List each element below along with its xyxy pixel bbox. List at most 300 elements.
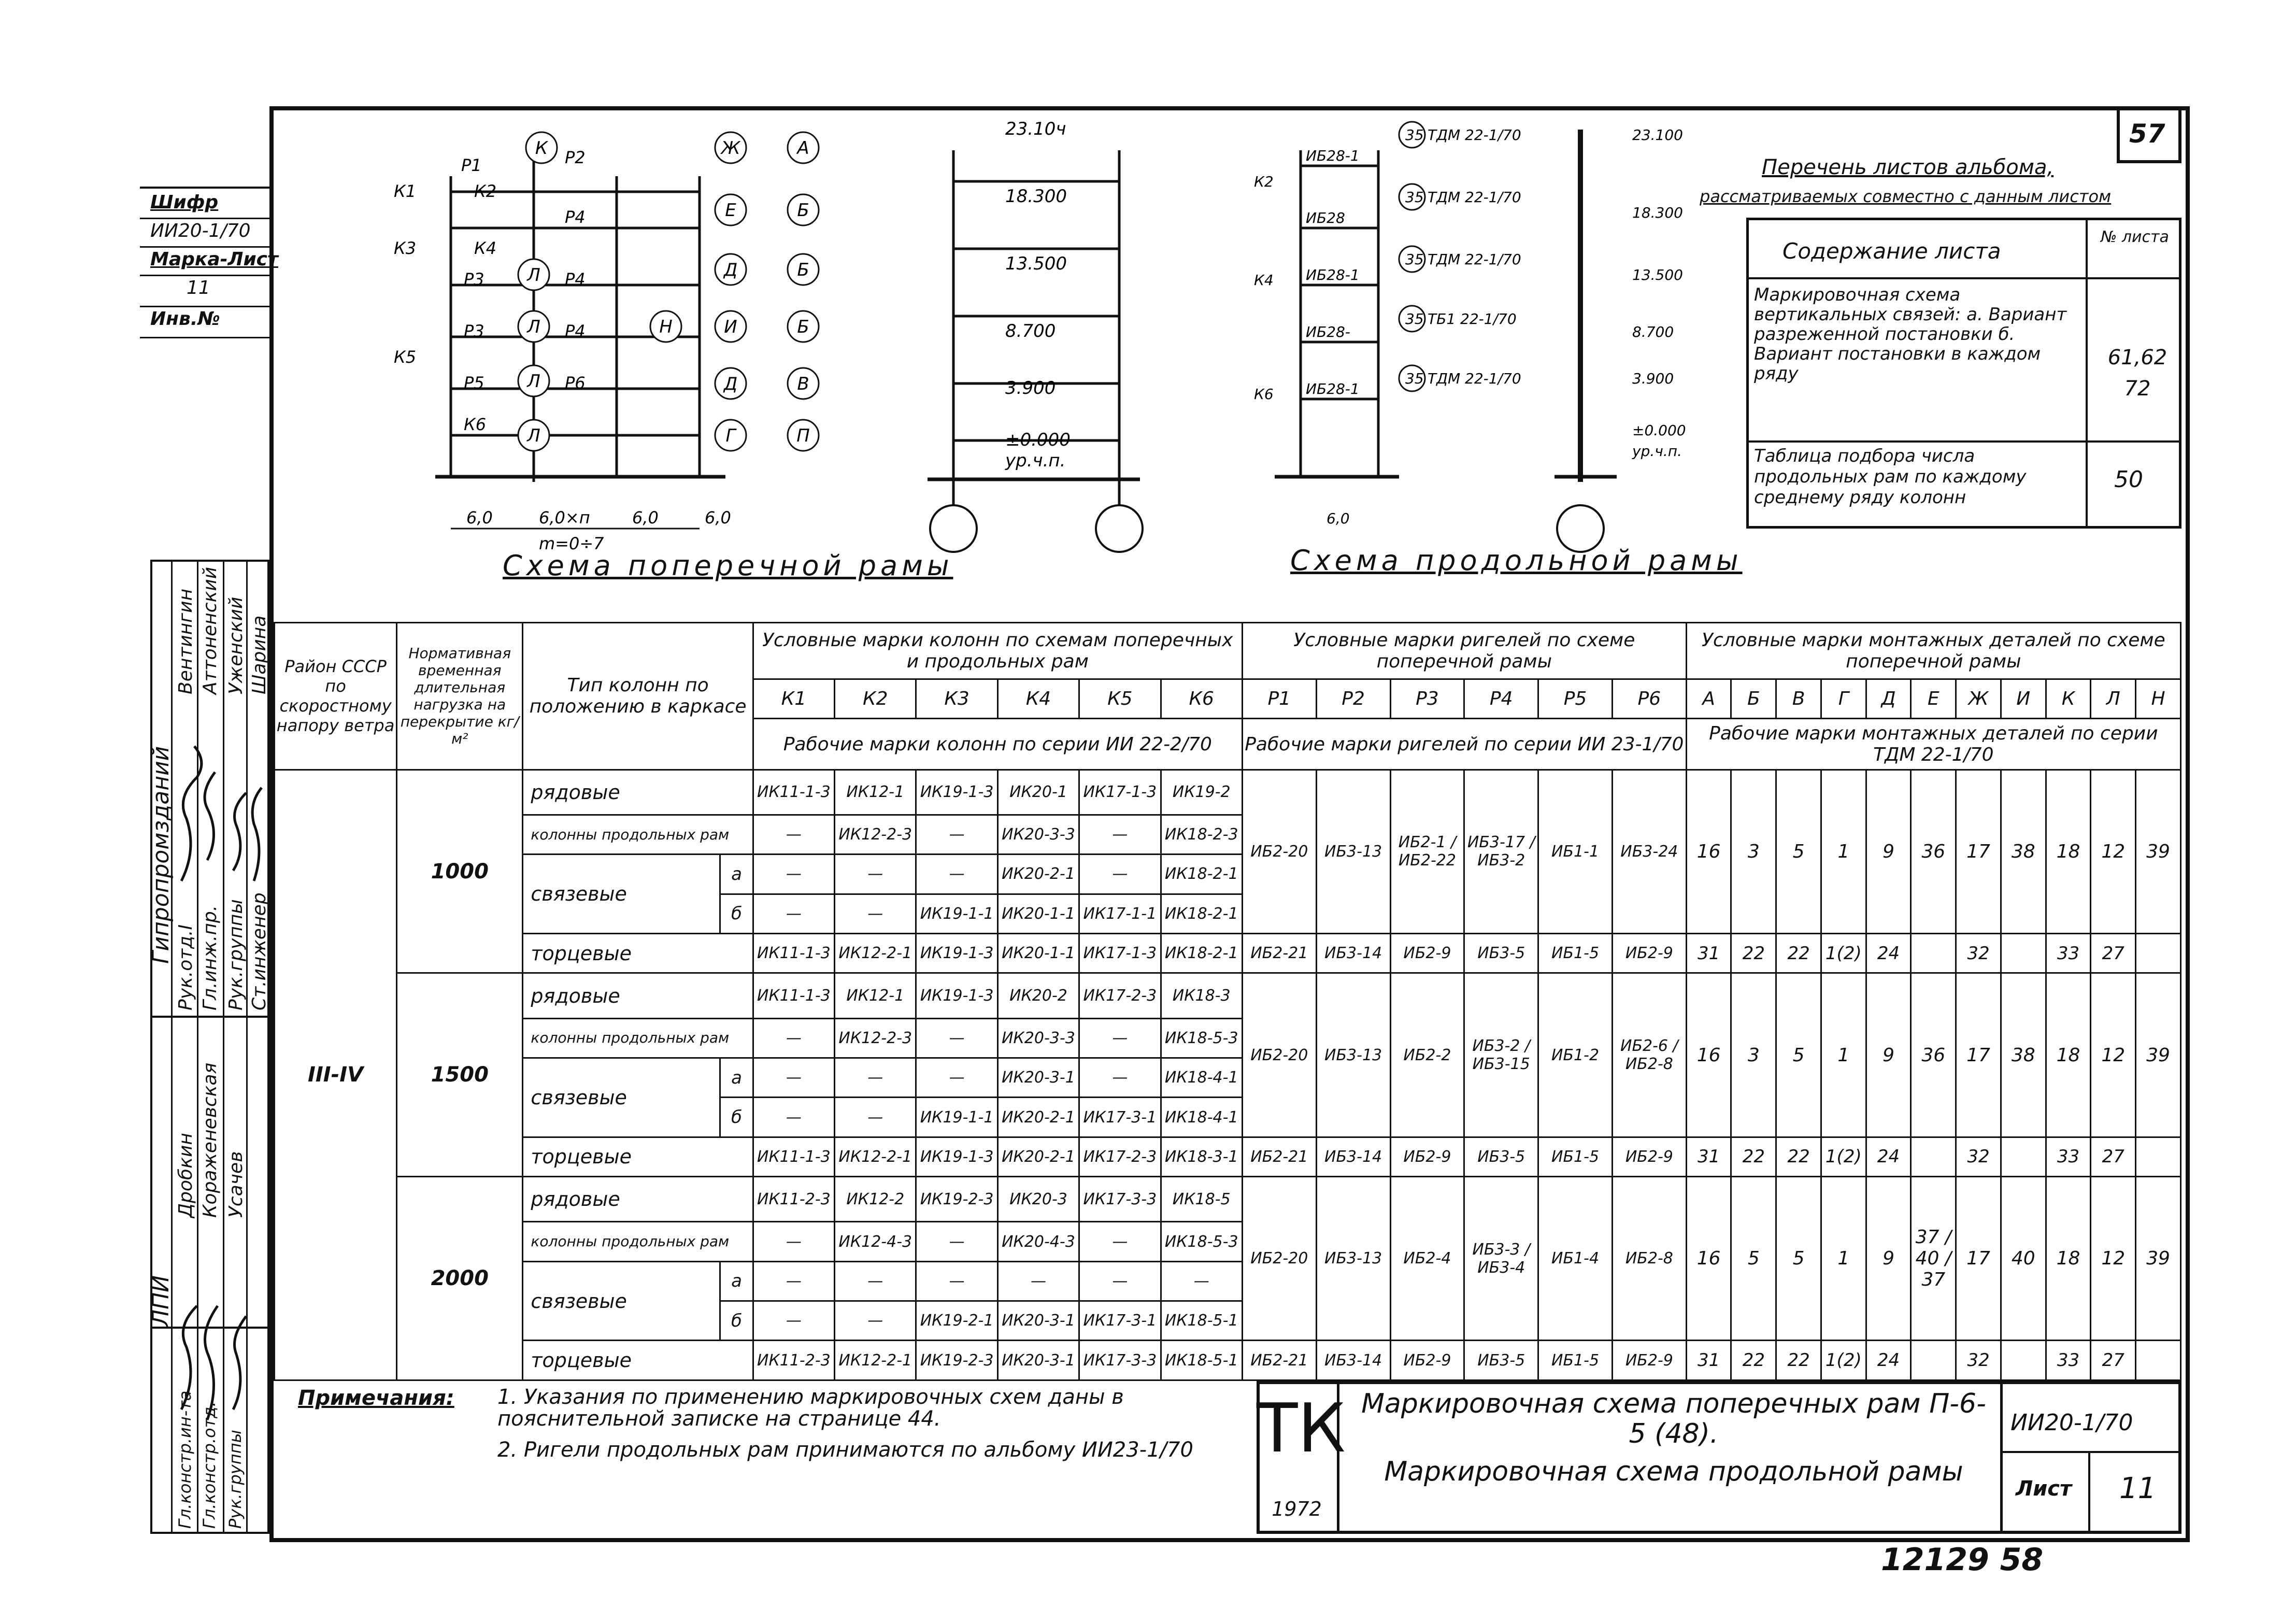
sheet-list-row1-text: Маркировочная схема вертикальных связей: а. Вариант разреженной постановки б. Вариант постановки в каждом ряду	[1754, 284, 2067, 384]
sheet-list-col-content: Содержание листа	[1782, 238, 2001, 264]
column-mark-cell: —	[997, 1261, 1079, 1301]
column-mark-cell: ИК18-2-1	[1161, 894, 1242, 933]
rigel-mark-cell: ИБ2-9	[1390, 934, 1464, 973]
name-1: Вентингин	[175, 588, 196, 694]
rigel-mark-cell: ИБ2-21	[1242, 1137, 1316, 1176]
rigel-mark-cell: ИБ3-5	[1464, 934, 1538, 973]
rigel-mark-cell: ИБ3-13	[1316, 973, 1390, 1137]
elev-3: 13.500	[1005, 253, 1067, 274]
long-beam-5: ИБ28-1	[1306, 380, 1360, 397]
role-1: Рук.отд.I	[175, 924, 196, 1010]
rigel-mark-cell: ИБ1-1	[1538, 770, 1613, 933]
column-mark-cell: —	[753, 1018, 834, 1058]
detail-mark-cell	[1911, 1341, 1956, 1380]
column-mark-cell: ИК12-2-1	[835, 934, 916, 973]
rigel-mark-cell: ИБ1-2	[1538, 973, 1613, 1137]
type-cell: колонны продольных рам	[523, 815, 753, 854]
column-mark-cell: ИК12-4-3	[835, 1222, 916, 1261]
column-mark-cell: ИК11-1-3	[753, 934, 834, 973]
column-mark-cell: ИК19-2-1	[916, 1301, 997, 1341]
column-mark-cell: —	[916, 815, 997, 854]
column-mark-cell: ИК19-1-3	[916, 1137, 997, 1176]
detail-mark-cell	[2136, 1341, 2181, 1380]
column-mark-cell: ИК17-3-3	[1079, 1177, 1161, 1222]
circle-g: Г	[725, 425, 736, 446]
elev-4: 8.700	[1005, 321, 1056, 341]
column-mark-cell: ИК12-1	[835, 770, 916, 815]
table-row	[275, 1341, 2181, 1380]
circle-v: В	[797, 374, 809, 394]
hdr-det-group: Условные марки монтажных деталей по схеме поперечной рамы	[1686, 623, 2180, 679]
type-cell: торцевые	[523, 1137, 753, 1176]
type-cell: рядовые	[523, 770, 753, 815]
callout-num-1: 35	[1405, 126, 1424, 144]
column-mark-cell: —	[835, 1058, 916, 1098]
type-cell: рядовые	[523, 1177, 753, 1222]
rigel-mark-cell: ИБ2-20	[1242, 973, 1316, 1137]
rigel-mark-cell: ИБ1-4	[1538, 1177, 1613, 1341]
hdr-k2: К2	[835, 679, 916, 719]
rigel-mark-cell: ИБ2-9	[1612, 1137, 1686, 1176]
rigel-mark-cell: ИБ2-9	[1390, 1341, 1464, 1380]
hdr-det-v: В	[1776, 679, 1821, 719]
long-beam-2: ИБ28	[1306, 209, 1345, 226]
signatures-image	[171, 570, 269, 1529]
column-mark-cell: ИК19-2-3	[916, 1341, 997, 1380]
beam-r4b: Р4	[565, 269, 586, 289]
detail-mark-cell: 5	[1731, 1177, 1776, 1341]
rigel-mark-cell: ИБ3-5	[1464, 1137, 1538, 1176]
detail-mark-cell: 1(2)	[1821, 934, 1866, 973]
column-mark-cell: —	[753, 815, 834, 854]
column-mark-cell: ИК17-1-3	[1079, 934, 1161, 973]
column-mark-cell: ИК20-2-1	[997, 1098, 1079, 1137]
rigel-mark-cell: ИБ1-5	[1538, 934, 1613, 973]
rigel-mark-cell: ИБ2-21	[1242, 934, 1316, 973]
column-mark-cell: —	[835, 855, 916, 894]
org-bottom: ЛПИ	[148, 1275, 174, 1327]
long-elev-7: ур.ч.п.	[1632, 443, 1682, 460]
column-mark-cell: ИК17-2-3	[1079, 1137, 1161, 1176]
detail-mark-cell: 1	[1821, 770, 1866, 933]
column-mark-cell: —	[1079, 1018, 1161, 1058]
column-mark-cell: ИК19-1-3	[916, 934, 997, 973]
sheet-list-col-num: № листа	[2101, 228, 2169, 246]
column-mark-cell: ИК20-3-3	[997, 1018, 1079, 1058]
column-mark-cell: —	[753, 1098, 834, 1137]
callout-mark-2: ТДМ 22-1/70	[1428, 189, 1521, 206]
column-mark-cell: —	[916, 855, 997, 894]
dim-1: 6,0	[466, 508, 493, 528]
column-mark-cell: ИК20-3-1	[997, 1301, 1079, 1341]
beam-k4: К4	[474, 238, 497, 258]
column-mark-cell: —	[753, 894, 834, 933]
long-beam-3: ИБ28-1	[1306, 266, 1360, 283]
rigel-mark-cell: ИБ1-5	[1538, 1341, 1613, 1380]
rigel-mark-cell: ИБ2-4	[1390, 1177, 1464, 1341]
detail-mark-cell: 27	[2091, 1137, 2136, 1176]
column-mark-cell: —	[1079, 815, 1161, 854]
rigel-mark-cell: ИБ3-3 / ИБ3-4	[1464, 1177, 1538, 1341]
circle-a: А	[797, 138, 809, 159]
circle-l2: Л	[527, 317, 540, 337]
detail-mark-cell: 32	[1956, 1137, 2001, 1176]
elev-2: 18.300	[1005, 186, 1067, 207]
circle-l1: Л	[527, 265, 540, 286]
marka-value: 11	[187, 277, 210, 298]
long-label-k6: К6	[1254, 386, 1274, 403]
column-mark-cell: ИК18-5-1	[1161, 1301, 1242, 1341]
column-mark-cell: —	[916, 1018, 997, 1058]
detail-mark-cell: 22	[1776, 1341, 1821, 1380]
detail-mark-cell: 5	[1776, 770, 1821, 933]
footer-stamp: 12129 58	[1881, 1542, 2044, 1578]
callout-num-5: 35	[1405, 370, 1424, 387]
detail-mark-cell: 1	[1821, 973, 1866, 1137]
circle-b1: Б	[797, 200, 809, 221]
rigel-mark-cell: ИБ2-9	[1612, 934, 1686, 973]
detail-mark-cell: 17	[1956, 770, 2001, 933]
detail-mark-cell: 38	[2001, 770, 2046, 933]
long-frame-diagram	[1223, 119, 1741, 586]
hdr-r4: Р4	[1464, 679, 1538, 719]
title-code: ИИ20-1/70	[2010, 1410, 2133, 1436]
hdr-k6: К6	[1161, 679, 1242, 719]
detail-mark-cell: 22	[1776, 934, 1821, 973]
table-row	[275, 770, 2181, 815]
detail-mark-cell: 24	[1866, 1137, 1911, 1176]
type-cell: связевые	[523, 1261, 720, 1341]
type-cell: колонны продольных рам	[523, 1018, 753, 1058]
column-mark-cell: —	[1079, 1058, 1161, 1098]
detail-mark-cell: 22	[1731, 934, 1776, 973]
detail-mark-cell: 22	[1776, 1137, 1821, 1176]
detail-mark-cell: 39	[2136, 1177, 2181, 1341]
sub-cell: а	[720, 1058, 753, 1098]
hdr-det-l: Л	[2091, 679, 2136, 719]
detail-mark-cell: 3	[1731, 973, 1776, 1137]
beam-r6: Р6	[565, 373, 586, 393]
detail-mark-cell: 9	[1866, 770, 1911, 933]
column-mark-cell: ИК18-5-3	[1161, 1018, 1242, 1058]
hdr-det-k: К	[2046, 679, 2091, 719]
detail-mark-cell: 1	[1821, 1177, 1866, 1341]
beam-k6: К6	[464, 415, 487, 434]
hdr-type: Тип колонн по положению в каркасе	[523, 623, 753, 770]
column-mark-cell: —	[753, 855, 834, 894]
rigel-mark-cell: ИБ2-9	[1390, 1137, 1464, 1176]
column-mark-cell: ИК20-2-1	[997, 855, 1079, 894]
hdr-cols-group: Условные марки колонн по схемам поперечных и продольных рам	[753, 623, 1242, 679]
note-2: 2. Ригели продольных рам принимаются по альбому ИИ23-1/70	[497, 1438, 1193, 1462]
column-mark-cell: ИК12-2-3	[835, 1018, 916, 1058]
column-mark-cell: ИК19-1-3	[916, 973, 997, 1018]
hdr-det-zh: Ж	[1956, 679, 2001, 719]
circle-n: Н	[659, 317, 673, 337]
hdr-cols-series: Рабочие марки колонн по серии ИИ 22-2/70	[753, 719, 1242, 770]
detail-mark-cell: 5	[1776, 973, 1821, 1137]
detail-mark-cell	[2001, 1341, 2046, 1380]
column-mark-cell: ИК18-2-3	[1161, 815, 1242, 854]
detail-mark-cell: 36	[1911, 770, 1956, 933]
column-mark-cell: —	[916, 1058, 997, 1098]
rigel-mark-cell: ИБ3-13	[1316, 1177, 1390, 1341]
column-mark-cell: ИК18-5	[1161, 1177, 1242, 1222]
sub-cell: б	[720, 894, 753, 933]
sheet-list-row2-num: 50	[2114, 466, 2143, 493]
callout-num-2: 35	[1405, 189, 1424, 206]
role-3: Рук.группы	[225, 899, 247, 1010]
rigel-mark-cell: ИБ2-8	[1612, 1177, 1686, 1341]
type-cell: рядовые	[523, 973, 753, 1018]
long-dim: 6,0	[1327, 510, 1350, 527]
column-mark-cell: —	[1161, 1261, 1242, 1301]
long-elev-1: 23.100	[1632, 126, 1683, 144]
type-cell: связевые	[523, 855, 720, 934]
beam-r1: Р1	[461, 155, 482, 175]
long-elev-4: 8.700	[1632, 323, 1674, 340]
tk-logo: ТК	[1257, 1389, 1346, 1468]
beam-r3a: Р3	[464, 269, 484, 289]
circle-e: Е	[725, 200, 736, 221]
detail-mark-cell: 36	[1911, 973, 1956, 1137]
dim-note: m=0÷7	[539, 534, 604, 553]
hdr-norm: Нормативная временная длительная нагрузка на перекрытие кг/м²	[397, 623, 523, 770]
column-mark-cell: ИК18-3	[1161, 973, 1242, 1018]
circle-b3: Б	[797, 317, 809, 337]
title-sheet-value: 11	[2119, 1472, 2157, 1505]
long-elev-3: 13.500	[1632, 266, 1683, 283]
detail-mark-cell: 16	[1686, 1177, 1731, 1341]
column-mark-cell: ИК11-1-3	[753, 1137, 834, 1176]
column-mark-cell: —	[753, 1058, 834, 1098]
rigel-mark-cell: ИБ3-14	[1316, 934, 1390, 973]
detail-mark-cell: 39	[2136, 973, 2181, 1137]
hdr-rayon: Район СССР по скоростному напору ветра	[275, 623, 397, 770]
beam-r5: Р5	[464, 373, 484, 393]
column-mark-cell: ИК12-1	[835, 973, 916, 1018]
rigel-mark-cell: ИБ2-9	[1612, 1341, 1686, 1380]
detail-mark-cell	[2001, 934, 2046, 973]
sheet-list-subtitle: рассматриваемых совместно с данным листом	[1700, 187, 2112, 206]
detail-mark-cell: 33	[2046, 1137, 2091, 1176]
table-row	[275, 1137, 2181, 1176]
sheet-list-row1-num: 61,62 72	[2107, 346, 2167, 401]
column-mark-cell: ИК20-3-1	[997, 1341, 1079, 1380]
callout-mark-5: ТДМ 22-1/70	[1428, 370, 1521, 387]
role-6: Гл.констр.отд.	[199, 1401, 219, 1529]
column-mark-cell: —	[1079, 1261, 1161, 1301]
detail-mark-cell: 16	[1686, 770, 1731, 933]
rigel-mark-cell: ИБ3-13	[1316, 770, 1390, 933]
dim-3: 6,0	[632, 508, 659, 528]
hdr-det-series: Рабочие марки монтажных деталей по серии ТДМ 22-1/70	[1686, 719, 2180, 770]
detail-mark-cell: 22	[1731, 1137, 1776, 1176]
column-mark-cell: ИК20-3-3	[997, 815, 1079, 854]
detail-mark-cell: 5	[1776, 1177, 1821, 1341]
column-mark-cell: ИК20-2	[997, 973, 1079, 1018]
column-mark-cell: ИК18-5-1	[1161, 1341, 1242, 1380]
hdr-det-b: Б	[1731, 679, 1776, 719]
detail-mark-cell: 37 / 40 / 37	[1911, 1177, 1956, 1341]
beam-r4a: Р4	[565, 207, 586, 227]
detail-mark-cell	[2001, 1137, 2046, 1176]
hdr-det-e: Е	[1911, 679, 1956, 719]
inv-label: Инв.№	[150, 308, 220, 330]
column-mark-cell: —	[1079, 1222, 1161, 1261]
detail-mark-cell: 33	[2046, 934, 2091, 973]
rigel-mark-cell: ИБ3-2 / ИБ3-15	[1464, 973, 1538, 1137]
column-mark-cell: ИК20-1	[997, 770, 1079, 815]
role-7: Рук.группы	[225, 1430, 245, 1529]
hdr-det-g: Г	[1821, 679, 1866, 719]
column-mark-cell: —	[916, 1261, 997, 1301]
rigel-mark-cell: ИБ3-5	[1464, 1341, 1538, 1380]
column-mark-cell: —	[835, 1098, 916, 1137]
column-mark-cell: ИК18-2-1	[1161, 855, 1242, 894]
sheet-number-box	[2117, 106, 2181, 163]
table-row	[275, 973, 2181, 1018]
name-3: Уженский	[225, 596, 247, 694]
column-mark-cell: ИК11-2-3	[753, 1341, 834, 1380]
load-value: 2000	[397, 1177, 523, 1380]
hdr-r6: Р6	[1612, 679, 1686, 719]
column-mark-cell: ИК11-2-3	[753, 1177, 834, 1222]
detail-mark-cell: 12	[2091, 973, 2136, 1137]
cross-frame-title: Схема поперечной рамы	[503, 549, 953, 582]
callout-mark-4: ТБ1 22-1/70	[1428, 310, 1517, 328]
elev-1: 23.10ч	[1005, 119, 1066, 139]
column-mark-cell: ИК17-3-1	[1079, 1098, 1161, 1137]
detail-mark-cell: 22	[1731, 1341, 1776, 1380]
label-k3: К3	[394, 238, 417, 258]
table-row	[275, 934, 2181, 973]
column-mark-cell: ИК18-4-1	[1161, 1098, 1242, 1137]
column-mark-cell: ИК12-2-1	[835, 1137, 916, 1176]
detail-mark-cell: 31	[1686, 934, 1731, 973]
rigel-mark-cell: ИБ2-20	[1242, 1177, 1316, 1341]
column-mark-cell: ИК19-1-1	[916, 894, 997, 933]
name-2: Аттоненский	[199, 566, 221, 694]
detail-mark-cell: 12	[2091, 770, 2136, 933]
elevation-diagram	[912, 119, 1171, 586]
circle-b2: Б	[797, 260, 809, 280]
hdr-rig-series: Рабочие марки ригелей по серии ИИ 23-1/70	[1242, 719, 1686, 770]
column-mark-cell: —	[835, 1301, 916, 1341]
elev-6: ±0.000	[1005, 430, 1071, 450]
long-beam-1: ИБ28-1	[1306, 147, 1360, 164]
callout-mark-3: ТДМ 22-1/70	[1428, 251, 1521, 268]
load-value: 1000	[397, 770, 523, 973]
sub-cell: б	[720, 1301, 753, 1341]
column-mark-cell: ИК11-1-3	[753, 770, 834, 815]
circle-p: П	[796, 425, 810, 446]
type-cell: торцевые	[523, 934, 753, 973]
column-mark-cell: ИК12-2	[835, 1177, 916, 1222]
column-mark-cell: ИК17-3-1	[1079, 1301, 1161, 1341]
rigel-mark-cell: ИБ2-6 / ИБ2-8	[1612, 973, 1686, 1137]
rigel-mark-cell: ИБ3-24	[1612, 770, 1686, 933]
name-4: Шарина	[249, 615, 270, 694]
elev-7: ур.ч.п.	[1005, 450, 1066, 471]
column-mark-cell: ИК20-2-1	[997, 1137, 1079, 1176]
column-mark-cell: ИК17-2-3	[1079, 973, 1161, 1018]
dim-4: 6,0	[705, 508, 731, 528]
column-mark-cell: —	[1079, 855, 1161, 894]
column-mark-cell: ИК17-1-1	[1079, 894, 1161, 933]
long-frame-title: Схема продольной рамы	[1290, 544, 1743, 577]
column-mark-cell: ИК18-5-3	[1161, 1222, 1242, 1261]
callout-num-4: 35	[1405, 310, 1424, 328]
circle-i: И	[724, 317, 737, 337]
shifr-value: ИИ20-1/70	[150, 220, 251, 241]
name-7: Усачев	[225, 1151, 247, 1218]
hdr-det-n: Н	[2136, 679, 2181, 719]
hdr-k1: К1	[753, 679, 834, 719]
detail-mark-cell: 3	[1731, 770, 1776, 933]
long-beam-4: ИБ28-	[1306, 323, 1350, 340]
detail-mark-cell	[2136, 1137, 2181, 1176]
column-mark-cell: ИК17-3-3	[1079, 1341, 1161, 1380]
hdr-r1: Р1	[1242, 679, 1316, 719]
label-k1: К1	[394, 181, 417, 201]
detail-mark-cell: 9	[1866, 973, 1911, 1137]
name-6: Кораженевская	[199, 1062, 221, 1218]
shifr-label: Шифр	[150, 192, 219, 213]
detail-mark-cell: 17	[1956, 1177, 2001, 1341]
type-cell: колонны продольных рам	[523, 1222, 753, 1261]
hdr-r2: Р2	[1316, 679, 1390, 719]
rigel-mark-cell: ИБ2-2	[1390, 973, 1464, 1137]
title-year: 1972	[1272, 1498, 1322, 1520]
detail-mark-cell	[2136, 934, 2181, 973]
detail-mark-cell: 40	[2001, 1177, 2046, 1341]
detail-mark-cell: 12	[2091, 1177, 2136, 1341]
column-mark-cell: ИК20-1-1	[997, 894, 1079, 933]
beam-r2: Р2	[565, 148, 586, 167]
hdr-det-a: А	[1686, 679, 1731, 719]
sub-cell: а	[720, 855, 753, 894]
detail-mark-cell: 1(2)	[1821, 1341, 1866, 1380]
rigel-mark-cell: ИБ3-14	[1316, 1137, 1390, 1176]
detail-mark-cell: 27	[2091, 934, 2136, 973]
detail-mark-cell: 39	[2136, 770, 2181, 933]
sheet-list-title: Перечень листов альбома,	[1762, 155, 2054, 179]
sheet-number: 57	[2129, 119, 2165, 149]
rigel-mark-cell: ИБ3-17 / ИБ3-2	[1464, 770, 1538, 933]
detail-mark-cell: 18	[2046, 1177, 2091, 1341]
long-elev-5: 3.900	[1632, 370, 1674, 387]
hdr-k4: К4	[997, 679, 1079, 719]
circle-zh: Ж	[721, 138, 740, 159]
role-2: Гл.инж.пр.	[199, 905, 221, 1010]
detail-mark-cell	[1911, 934, 1956, 973]
detail-mark-cell: 31	[1686, 1341, 1731, 1380]
long-elev-6: ±0.000	[1632, 422, 1686, 439]
column-mark-cell: ИК20-3-1	[997, 1058, 1079, 1098]
column-mark-cell: —	[753, 1301, 834, 1341]
circle-k: К	[535, 138, 548, 159]
rigel-mark-cell: ИБ2-1 / ИБ2-22	[1390, 770, 1464, 933]
detail-mark-cell	[1911, 1137, 1956, 1176]
title-sheet-label: Лист	[2016, 1477, 2072, 1501]
callout-mark-1: ТДМ 22-1/70	[1428, 126, 1521, 144]
rayon-value: III-IV	[275, 770, 397, 1380]
column-mark-cell: —	[916, 1222, 997, 1261]
detail-mark-cell: 18	[2046, 973, 2091, 1137]
circle-d1: Д	[723, 260, 738, 280]
column-mark-cell: ИК19-2	[1161, 770, 1242, 815]
